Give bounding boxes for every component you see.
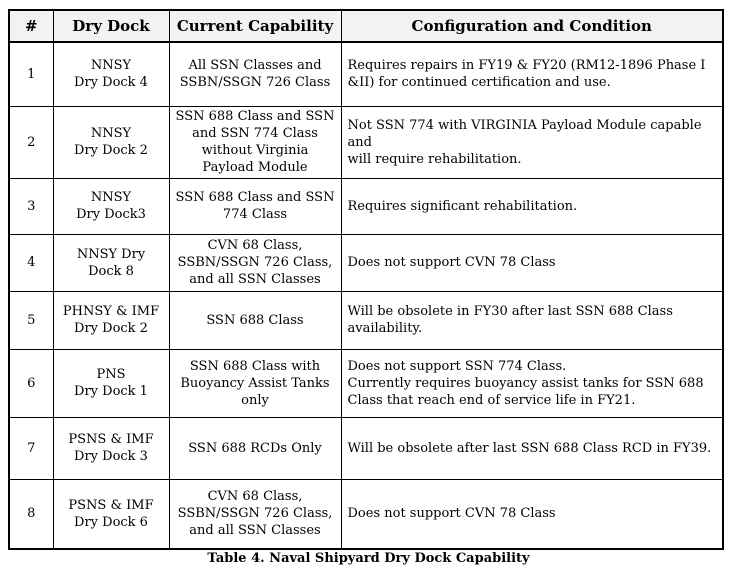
row-dry-dock — [53, 291, 169, 349]
row-capability-line: SSN 688 Class and SSN — [175, 109, 335, 124]
row-condition-line: Does not support CVN 78 Class — [347, 255, 556, 270]
row-capability-line: All SSN Classes and — [188, 58, 322, 74]
row-dry-dock-line: NNSY Dry — [76, 246, 146, 262]
header-current-capability: Current Capability — [169, 10, 341, 42]
row-condition-line: Requires repairs in FY19 & FY20 (RM12-1896 Phase I — [347, 58, 706, 74]
row-dry-dock — [53, 42, 169, 106]
row-condition-line: Will be obsolete in FY30 after last SSN 688 Class — [347, 304, 673, 319]
row-dry-dock-line: Dry Dock 6 — [74, 514, 148, 530]
row-capability-line: CVN 68 Class, — [207, 238, 303, 253]
row-capability — [169, 178, 341, 234]
row-condition-line: Does not support SSN 774 Class. — [347, 358, 567, 374]
row-dry-dock — [53, 106, 169, 178]
row-dry-dock — [53, 349, 169, 417]
row-dry-dock-line: Dry Dock 4 — [74, 75, 148, 91]
row-dry-dock-line: Dry Dock 1 — [74, 384, 148, 399]
table-row — [9, 291, 723, 349]
table-row — [9, 106, 723, 178]
row-condition-line: Does not support CVN 78 Class — [347, 506, 556, 522]
table-row — [9, 42, 723, 106]
row-capability-line: SSBN/SSGN 726 Class — [179, 75, 331, 91]
row-capability-line: SSBN/SSGN 726 Class, — [177, 506, 333, 522]
row-condition-line: Requires significant rehabilitation. — [347, 198, 578, 214]
row-capability — [169, 42, 341, 106]
row-capability-line: SSN 688 Class and SSN — [175, 190, 335, 205]
row-condition-line: Will be obsolete after last SSN 688 Class RCD in FY39. — [347, 440, 712, 456]
row-dry-dock-line: NNSY — [90, 126, 132, 141]
row-condition — [341, 479, 723, 549]
row-capability-line: and all SSN Classes — [189, 272, 321, 287]
row-dry-dock-line: NNSY — [90, 58, 132, 74]
header-row — [9, 10, 723, 42]
row-number: 8 — [9, 479, 53, 549]
row-condition-line: &II) for continued certification and use. — [347, 75, 611, 91]
row-condition — [341, 106, 723, 178]
row-capability — [169, 417, 341, 479]
row-condition — [341, 234, 723, 291]
row-condition-line: will require rehabilitation. — [347, 151, 522, 167]
header-dry-dock: Dry Dock — [53, 10, 169, 42]
row-number: 1 — [9, 42, 53, 106]
row-number: 7 — [9, 417, 53, 479]
table-row — [9, 479, 723, 549]
table-row — [9, 234, 723, 291]
row-number: 3 — [9, 178, 53, 234]
row-capability-line: Buoyancy Assist Tanks — [180, 375, 330, 391]
row-number: 6 — [9, 349, 53, 417]
row-capability-line: and SSN 774 Class — [192, 126, 318, 141]
table-body — [9, 42, 723, 549]
row-dry-dock-line: PNS — [96, 367, 126, 382]
row-capability — [169, 106, 341, 178]
row-capability-line: without Virginia — [201, 143, 309, 158]
dry-dock-table — [8, 9, 724, 550]
row-condition — [341, 178, 723, 234]
row-condition-line: Not SSN 774 with VIRGINIA Payload Module capable and — [347, 117, 702, 150]
row-capability — [169, 349, 341, 417]
row-dry-dock — [53, 479, 169, 549]
row-number: 4 — [9, 234, 53, 291]
row-capability-line: SSN 688 RCDs Only — [188, 440, 322, 456]
row-capability-line: SSN 688 Class — [206, 312, 304, 328]
row-dry-dock — [53, 234, 169, 291]
row-capability-line: only — [241, 392, 269, 408]
table-row — [9, 349, 723, 417]
row-dry-dock-line: PSNS & IMF — [68, 497, 154, 513]
header-configuration-condition: Configuration and Condition — [341, 10, 723, 42]
row-capability — [169, 479, 341, 549]
row-capability-line: CVN 68 Class, — [207, 489, 303, 505]
row-condition-line: availability. — [347, 321, 423, 336]
row-capability-line: and all SSN Classes — [189, 523, 321, 539]
header-number: # — [9, 10, 53, 42]
table-row — [9, 417, 723, 479]
table-caption: Table 4. Naval Shipyard Dry Dock Capability — [207, 551, 530, 566]
row-dry-dock-line: PHNSY & IMF — [62, 304, 160, 319]
row-condition-line: Class that reach end of service life in FY21. — [347, 392, 636, 408]
row-capability-line: SSN 688 Class with — [189, 358, 321, 374]
row-number: 2 — [9, 106, 53, 178]
row-capability-line: 774 Class — [222, 207, 288, 222]
row-dry-dock-line: NNSY — [90, 190, 132, 205]
row-capability — [169, 234, 341, 291]
row-dry-dock-line: Dry Dock 2 — [74, 143, 148, 158]
row-dry-dock — [53, 178, 169, 234]
row-condition — [341, 42, 723, 106]
row-dry-dock — [53, 417, 169, 479]
row-condition — [341, 349, 723, 417]
row-condition — [341, 417, 723, 479]
row-dry-dock-line: Dry Dock 2 — [74, 321, 148, 336]
row-capability-line: Payload Module — [202, 160, 308, 175]
row-number: 5 — [9, 291, 53, 349]
row-condition-line: Currently requires buoyancy assist tanks for SSN 688 — [347, 375, 704, 391]
table-row — [9, 178, 723, 234]
row-condition — [341, 291, 723, 349]
row-capability — [169, 291, 341, 349]
row-dry-dock-line: PSNS & IMF — [68, 432, 154, 447]
row-dry-dock-line: Dry Dock3 — [76, 207, 146, 222]
row-dry-dock-line: Dock 8 — [88, 263, 134, 279]
row-dry-dock-line: Dry Dock 3 — [74, 449, 148, 464]
row-capability-line: SSBN/SSGN 726 Class, — [177, 255, 333, 270]
